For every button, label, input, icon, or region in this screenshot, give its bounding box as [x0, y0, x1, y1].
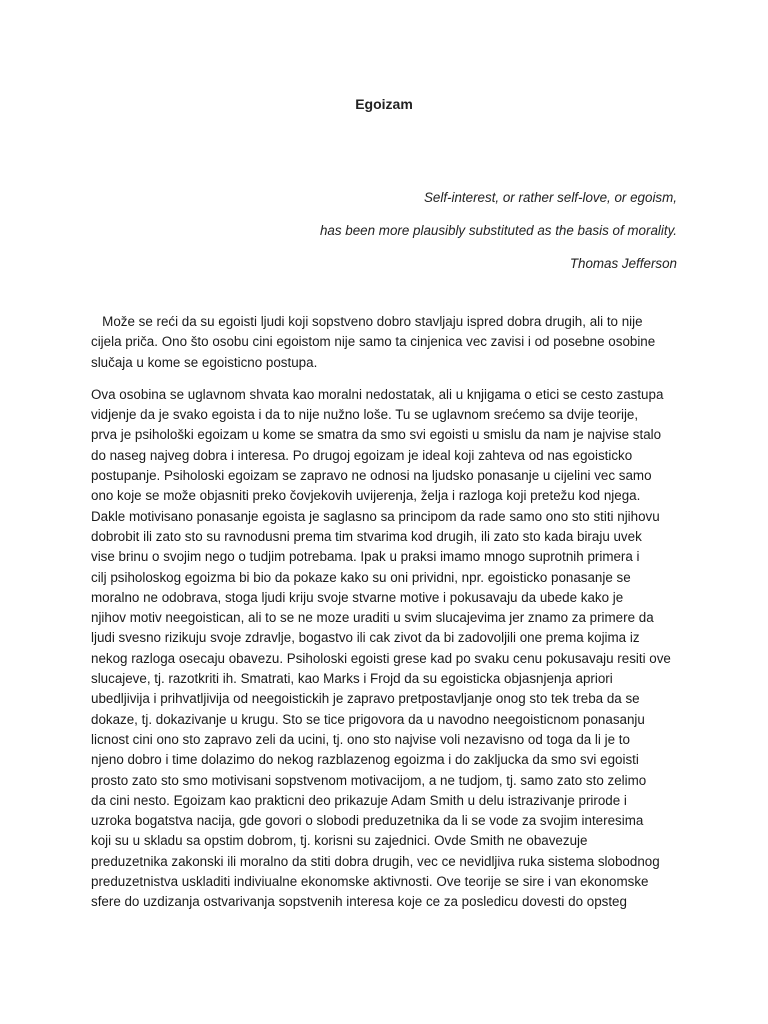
text-line: do naseg najveg dobra i interesa. Po drugoj egoizam je ideal koji zahteva od nas egoisticko: [91, 447, 633, 463]
paragraph: [91, 312, 681, 373]
text-line: moralno ne odobrava, stoga ljudi kriju svoje stvarne motive i pokusavaju da ubede kako je: [91, 589, 624, 605]
text-line: vise brinu o svojim nego o tudjim potrebama. Ipak u praksi imamo mnogo suprotnih primera i: [91, 549, 640, 565]
text-line: da cini nesto. Egoizam kao prakticni deo prikazuje Adam Smith u delu istrazivanje prirode i: [91, 792, 627, 808]
text-line: koji su u skladu sa opstim dobrom, tj. korisni su zajednici. Ovde Smith ne obavezuje: [91, 833, 588, 849]
body-text: [91, 312, 681, 925]
text-line: preduzetnika zakonski ili moralno da stiti dobra drugih, vec ce nevidljiva ruka sistema slobodnog: [91, 853, 660, 869]
text-line: njeno dobro i time dolazimo do nekog razblazenog egoizma i do zakljucka da smo svi egoisti: [91, 752, 639, 768]
document-title: Egoizam: [355, 96, 413, 112]
text-line: postupanje. Psiholoski egoizam se zapravo ne odnosi na ljudsko ponasanje u cijelini vec samo: [91, 468, 652, 484]
text-line: nekog razloga osecaju obavezu. Psiholoski egoisti grese kad po svaku cenu pokusavaju resiti ove: [91, 650, 671, 666]
text-line: cilj psiholoskog egoizma bi bio da pokaze kako su oni prividni, npr. egoisticko ponasanje se: [91, 569, 631, 585]
text-line: prosto zato sto smo motivisani sopstvenom motivacijom, a ne tudjom, tj. samo zato sto zelimo: [91, 772, 647, 788]
epigraph: [320, 188, 677, 287]
text-line: sfere do uzdizanja ostvarivanja sopstvenih interesa koje ce za posledicu dovesti do opsteg: [91, 894, 627, 910]
text-line: slučaja u kome se egoisticno postupa.: [91, 354, 318, 370]
text-line: uzroka bogatstva nacija, gde govori o slobodi preduzetnika da li se vode za svojim interesima: [91, 813, 644, 829]
epigraph-line: has been more plausibly substituted as the basis of morality.: [319, 223, 677, 238]
text-line: dokaze, tj. dokazivanje u krugu. Sto se tice prigovora da u navodno neegoisticnom ponasanju: [91, 711, 645, 727]
text-line: cijela priča. Ono što osobu cini egoistom nije samo ta cinjenica vec zavisi i od posebne osobine: [91, 334, 656, 350]
epigraph-author: Thomas Jefferson: [569, 256, 677, 271]
paragraph: [91, 385, 681, 913]
text-line: preduzetnistva uskladiti indiviualne ekonomske aktivnosti. Ove teorije se sire i van ekonomske: [91, 874, 649, 890]
text-line: dobrobit ili zato sto su ravnodusni prema tim stvarima kod drugih, ili zato sto kada biraju uvek: [91, 528, 642, 544]
text-line: ono koje se može objasniti preko čovjekovih uvijerenja, želja i razloga koji pretežu kod njega.: [91, 488, 641, 504]
text-line: Dakle motivisano ponasanje egoista je saglasno sa principom da rade samo ono sto stiti njihovu: [91, 508, 660, 524]
text-line: ljudi svesno rizikuju svoje zdravlje, bogastvo ili cak zivot da bi zadovoljili one prema kojima iz: [91, 630, 640, 646]
text-line: njihov motiv neegoistican, ali to se ne moze uraditi u svim slucajevima jer znamo za primere da: [91, 610, 654, 626]
epigraph-line: Self-interest, or rather self-love, or egoism,: [423, 190, 677, 205]
text-line: ubedljivija i prihvatljivija od neegoistickih je zapravo pretpostavljanje onog sto tek treba da se: [91, 691, 640, 707]
text-line: Može se reći da su egoisti ljudi koji sopstveno dobro stavljaju ispred dobra drugih, ali to nije: [91, 314, 643, 329]
text-line: prva je psihološki egoizam u kome se smatra da smo svi egoisti u smislu da nam je najvise stalo: [91, 427, 662, 443]
text-line: licnost cini ono sto zapravo zeli da ucini, tj. ono sto najvise voli nezavisno od toga da li je to: [91, 731, 630, 747]
text-line: Ova osobina se uglavnom shvata kao moralni nedostatak, ali u knjigama o etici se cesto zastupa: [91, 386, 664, 402]
text-line: vidjenje da je svako egoista i da to nije nužno loše. Tu se uglavnom srećemo sa dvije teorije,: [91, 407, 639, 423]
text-line: slucajeve, tj. razotkriti ih. Smatrati, kao Marks i Frojd da su egoisticka objasnjenja apriori: [91, 671, 613, 687]
